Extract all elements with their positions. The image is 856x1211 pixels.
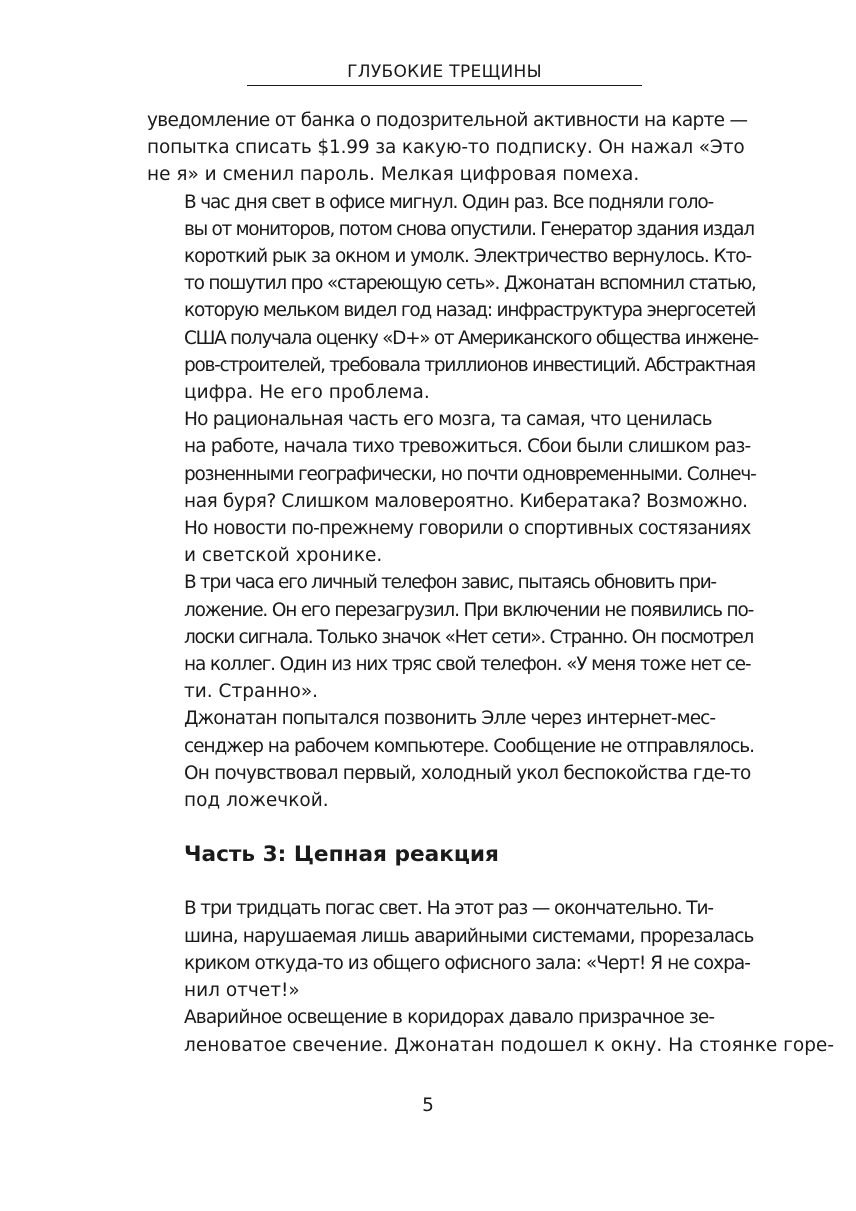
text-line: на работе, начала тихо тревожиться. Сбои были слишком раз- [184,436,751,458]
text-line: и светской хронике. [184,545,383,567]
text-line: не я» и сменил пароль. Мелкая цифровая помеха. [147,164,640,186]
paragraph [147,569,754,705]
text-line: цифра. Не его проблема. [184,382,430,404]
text-line: Но новости по-прежнему говорили о спортивных состязаниях [184,518,751,540]
text-line: ложение. Он его перезагрузил. При включении не появились по- [184,599,754,621]
text-line: то пошутил про «стареющую сеть». Джонатан вспомнил статью, [184,273,756,295]
paragraphs-after-heading [147,895,834,1058]
text-line: короткий рык за окном и умолк. Электричество вернулось. Кто- [184,246,752,268]
text-line: Аварийное освещение в коридорах давало призрачное зе- [184,1007,715,1029]
paragraph [147,895,754,1004]
text-line: уведомление от банка о подозрительной активности на карте — [147,110,748,131]
text-line: попытка списать $1.99 за какую-то подписку. Он нажал «Это [147,137,745,159]
text-line: шина, нарушаемая лишь аварийными системами, прорезалась [184,925,754,947]
text-line: В час дня свет в офисе мигнул. Один раз. Все подняли голо- [184,191,714,213]
text-line: Но рациональная часть его мозга, та самая, что ценилась [184,409,712,431]
body-text [147,107,834,1059]
text-line: Джонатан попытался позвонить Элле через интернет-мес- [184,708,716,730]
page-number: 5 [422,1095,434,1116]
paragraph [147,189,758,407]
text-line: сенджер на рабочем компьютере. Сообщение не отправлялось. [184,735,754,757]
paragraph [147,1004,834,1058]
paragraph [147,107,748,189]
text-line: В три тридцать погас свет. На этот раз — окончательно. Ти- [184,898,713,920]
paragraphs-before-heading [147,107,758,814]
text-line: Он почувствовал первый, холодный укол беспокойства где-то [184,762,751,784]
text-line: криком откуда-то из общего офисного зала: «Черт! Я не сохра- [184,952,750,974]
running-head: ГЛУБОКИЕ ТРЕЩИНЫ [247,62,642,86]
paragraph [147,406,756,569]
text-line: ная буря? Слишком маловероятно. Кибератака? Возможно. [184,490,748,512]
section-heading: Часть 3: Цепная реакция [184,842,499,868]
text-line: под ложечкой. [184,790,329,812]
text-line: ров-строителей, требовала триллионов инвестиций. Абстрактная [184,354,755,376]
text-line: на коллег. Один из них тряс свой телефон. «У меня тоже нет се- [184,654,751,676]
paragraph [147,705,754,814]
text-line: США получала оценку «D+» от Американского общества инжене- [184,327,758,349]
text-line: лоски сигнала. Только значок «Нет сети». Странно. Он посмотрел [184,626,753,648]
text-line: ти. Странно». [184,681,319,703]
text-line: В три часа его личный телефон завис, пытаясь обновить при- [184,572,716,594]
text-line: нил отчет!» [184,980,300,1002]
text-line: леноватое свечение. Джонатан подошел к окну. На стоянке горе- [184,1034,834,1056]
text-line: розненными географически, но почти одновременными. Солнеч- [184,463,756,485]
text-line: которую мельком видел год назад: инфраструктура энергосетей [184,300,756,322]
text-line: вы от мониторов, потом снова опустили. Генератор здания издал [184,218,754,240]
